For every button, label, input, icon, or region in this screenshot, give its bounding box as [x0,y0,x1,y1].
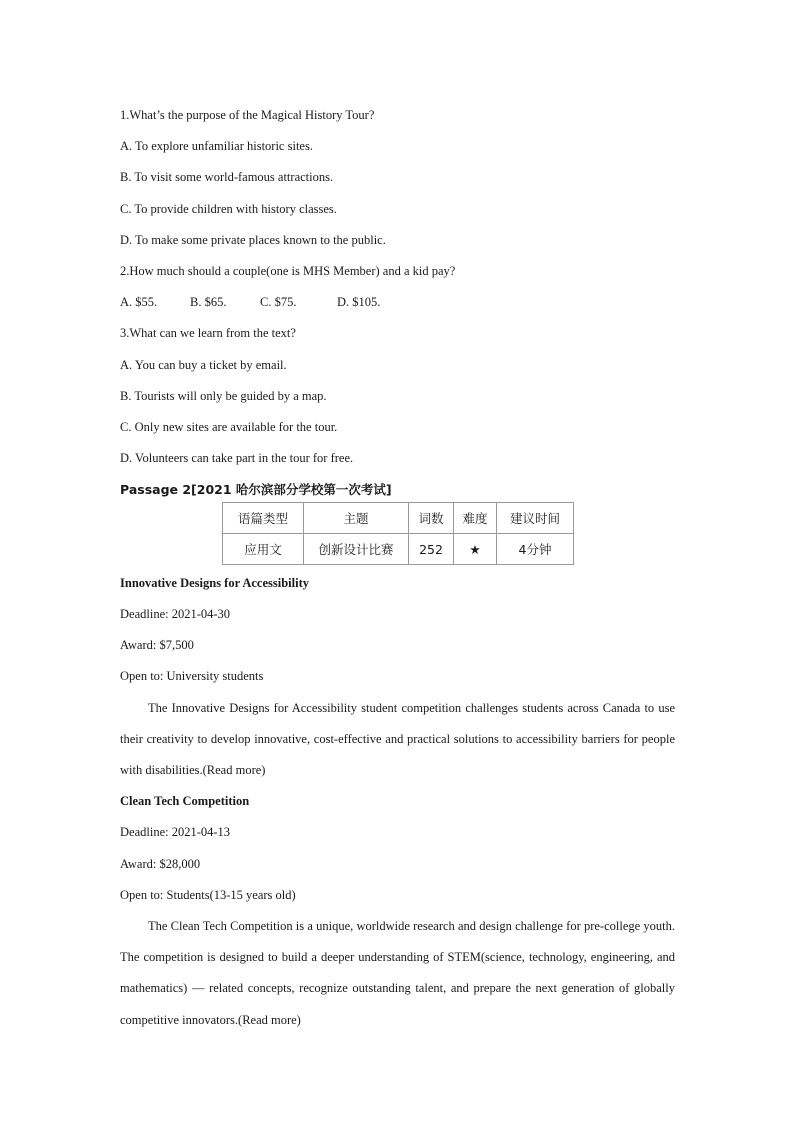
question-3-option-d: D. Volunteers can take part in the tour for free. [120,451,354,466]
question-2-stem: 2.How much should a couple(one is MHS Member) and a kid pay? [120,263,456,278]
table-cell: 应用文 [223,534,304,565]
question-3-option-b: B. Tourists will only be guided by a map. [120,388,327,403]
competition-2-deadline: Deadline: 2021-04-13 [120,825,231,840]
question-2-option-a: A. $55. [120,295,158,310]
question-1-stem: 1.What’s the purpose of the Magical History Tour? [120,108,375,122]
competition-2-title: Clean Tech Competition [120,794,250,809]
table-header-row [223,503,574,534]
table-cell: 4分钟 [497,534,574,565]
competition-1-award: Award: $7,500 [120,638,194,653]
competition-1-title: Innovative Designs for Accessibility [120,575,310,590]
question-2-options [120,287,675,318]
competition-1-description: The Innovative Designs for Accessibility student competition challenges students across Canada to use their creativity to develop innovative, cost-effective and practical solutions to accessibility barriers for people with disabilities.(Read more) [120,700,675,777]
question-2-option-c: C. $75. [260,295,297,310]
competition-1-open-to: Open to: University students [120,669,264,684]
passage-2-heading: Passage 2[2021 哈尔滨部分学校第一次考试] [120,482,392,498]
question-1-option-a: A. To explore unfamiliar historic sites. [120,139,313,154]
table-header-cell: 词数 [409,503,454,534]
question-1-option-c: C. To provide children with history classes. [120,201,337,216]
table-row [223,534,574,565]
passage-info-table [222,502,574,565]
competition-1-deadline: Deadline: 2021-04-30 [120,607,231,622]
document-page [120,100,675,1036]
question-2-option-b: B. $65. [190,295,227,310]
table-cell: 252 [409,534,454,565]
question-3-option-a: A. You can buy a ticket by email. [120,357,287,372]
competition-2-open-to: Open to: Students(13-15 years old) [120,887,296,902]
question-3-option-c: C. Only new sites are available for the tour. [120,419,338,434]
table-header-cell: 难度 [454,503,497,534]
table-cell: ★ [454,534,497,565]
question-3-stem: 3.What can we learn from the text? [120,326,296,341]
competition-2-description: The Clean Tech Competition is a unique, worldwide research and design challenge for pre-college youth. The competition is designed to build a deeper understanding of STEM(science, technology, engineering, and mathematics) — related concepts, recognize outstanding talent, and prepare the next generation of globally competitive innovators.(Read more) [120,918,675,1027]
table-header-cell: 语篇类型 [223,503,304,534]
question-1-option-b: B. To visit some world-famous attractions. [120,170,334,185]
question-2-option-d: D. $105. [337,295,381,310]
question-1-option-d: D. To make some private places known to the public. [120,232,386,247]
table-header-cell: 主题 [304,503,409,534]
table-header-cell: 建议时间 [497,503,574,534]
table-cell: 创新设计比赛 [304,534,409,565]
competition-2-award: Award: $28,000 [120,856,201,871]
